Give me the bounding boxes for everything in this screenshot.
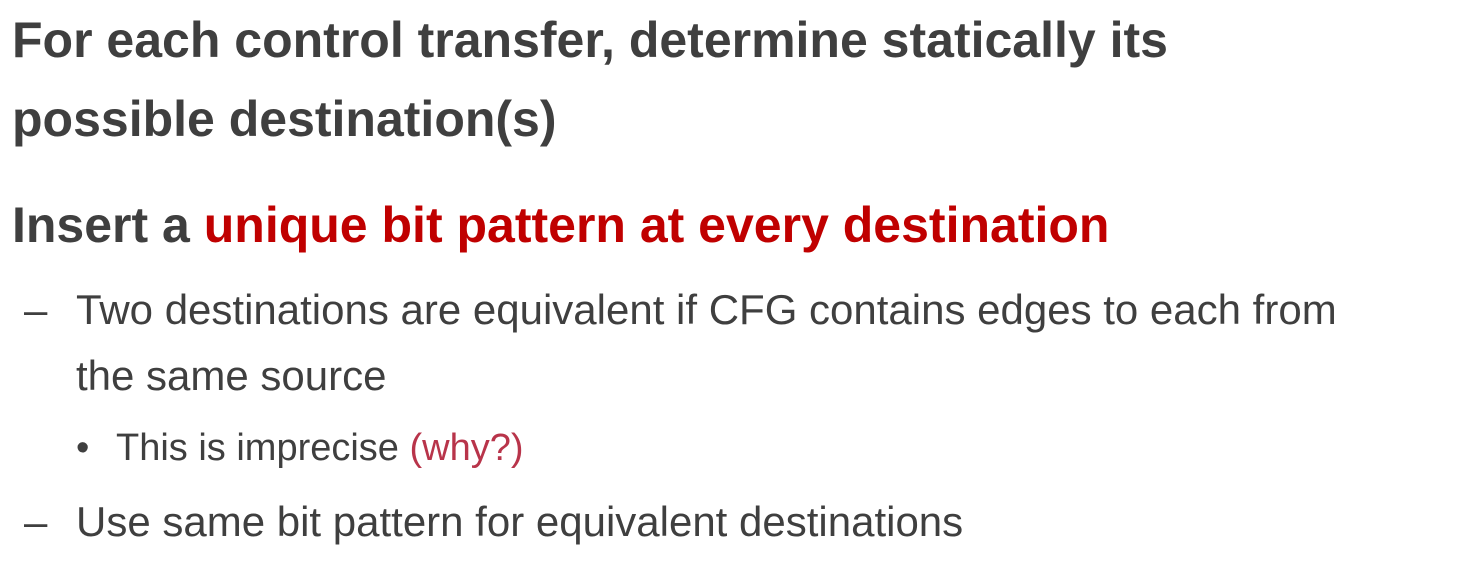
- dash-marker: –: [24, 498, 48, 545]
- heading-control-transfer-line1: For each control transfer, determine statically its: [12, 12, 1168, 68]
- heading-insert-prefix: Insert a: [12, 197, 204, 253]
- why-note: (why?): [409, 427, 524, 469]
- subpoint-equivalent-line2: the same source: [76, 352, 387, 399]
- heading-insert-highlight: unique bit pattern at every destination: [203, 197, 1110, 253]
- heading-control-transfer-line2: possible destination(s): [12, 91, 557, 147]
- subpoint-same-bit-pattern-text: Use same bit pattern for equivalent destinations: [76, 498, 964, 545]
- bullet-marker: •: [76, 427, 90, 469]
- bullet-text: This is imprecise: [116, 427, 410, 469]
- subpoint-equivalent-line1: Two destinations are equivalent if CFG contains edges to each from: [76, 286, 1337, 333]
- heading-insert-bit-pattern: [12, 186, 1109, 265]
- dash-marker: –: [24, 286, 48, 333]
- bullet-imprecise-text: [116, 415, 524, 481]
